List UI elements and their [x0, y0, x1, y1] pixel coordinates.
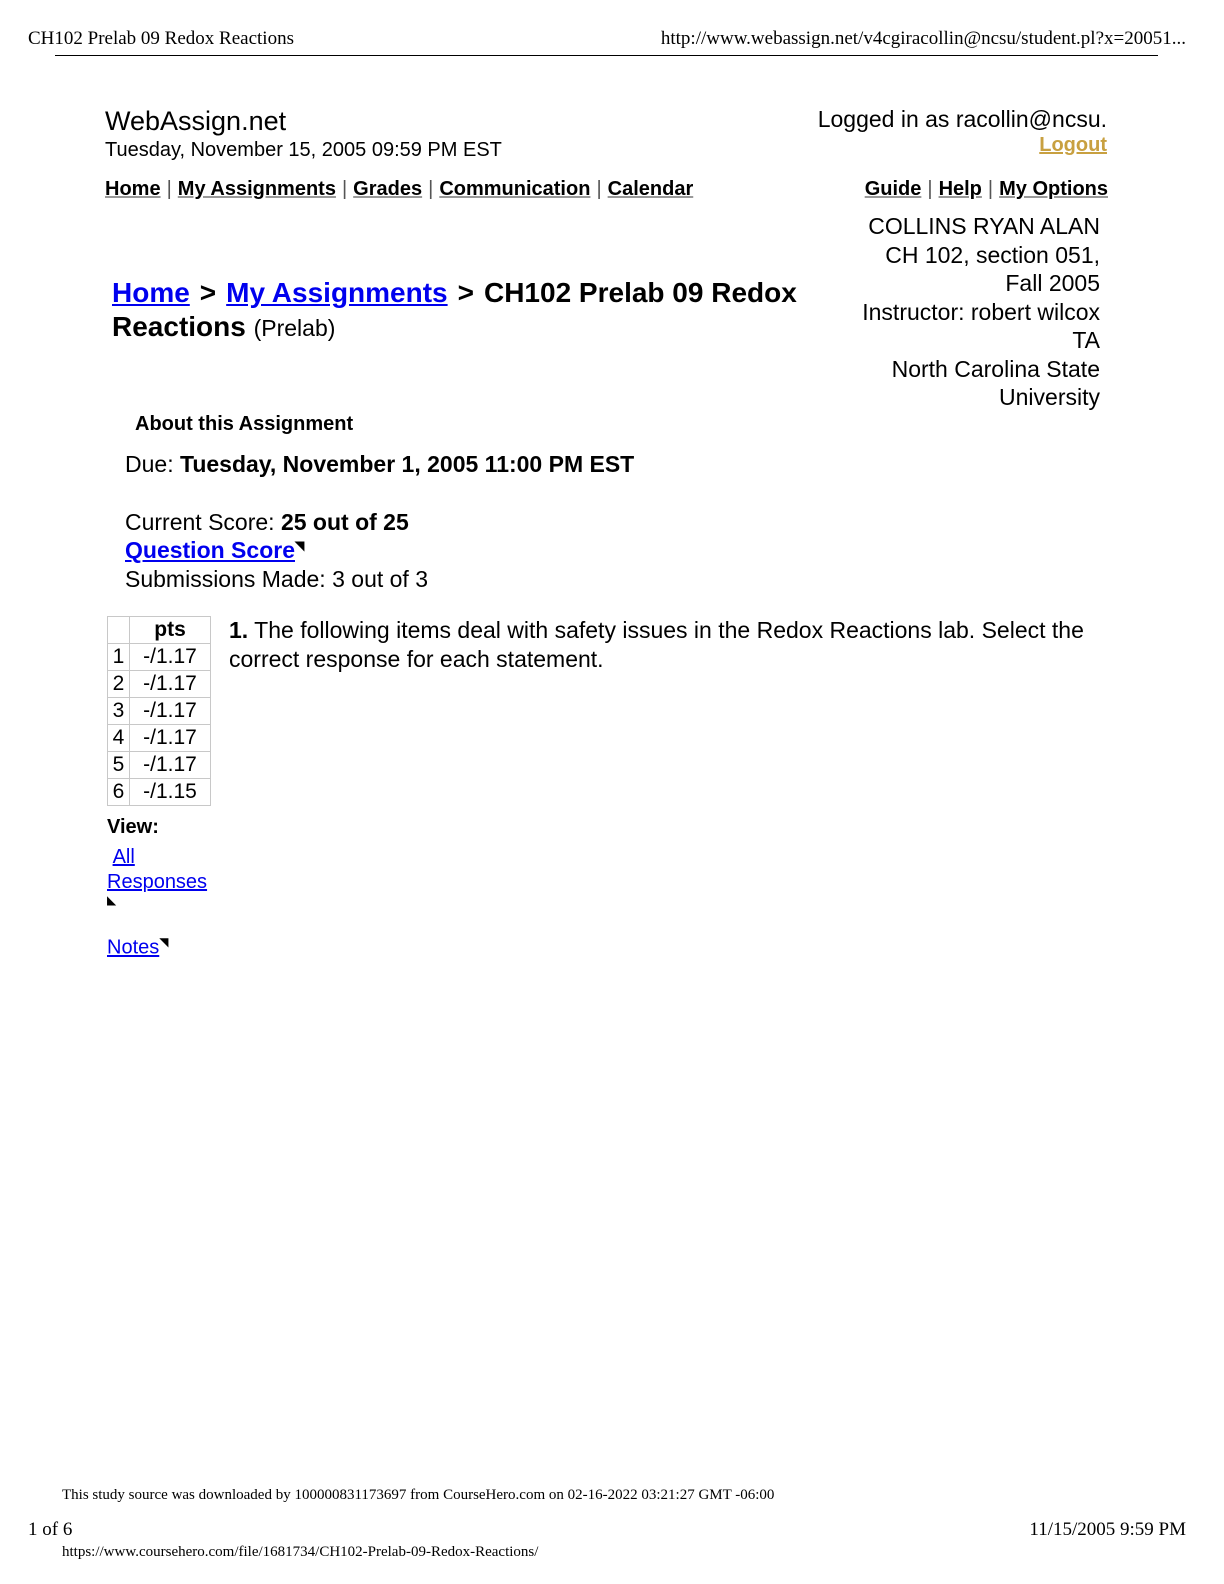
nav-separator: | [166, 178, 172, 200]
due-value: Tuesday, November 1, 2005 11:00 PM EST [179, 451, 635, 477]
question-points: -/1.17 [130, 752, 211, 779]
table-row [108, 725, 211, 752]
question-points: -/1.17 [130, 671, 211, 698]
footer-url: https://www.coursehero.com/file/1681734/CH102-Prelab-09-Redox-Reactions/ [62, 1544, 539, 1560]
course-ta: TA [1072, 327, 1100, 353]
breadcrumb-home[interactable]: Home [112, 277, 190, 308]
question-number: 2 [108, 671, 130, 698]
footer-source-notice: This study source was downloaded by 100000831173697 from CourseHero.com on 02-16-2022 03:21:27 GMT -06:00 [62, 1487, 775, 1503]
question-number: 6 [108, 779, 130, 806]
nav-separator: | [927, 178, 933, 200]
breadcrumb-separator: > [199, 277, 217, 308]
popup-arrow-icon: ◥ [294, 538, 305, 553]
course-term: Fall 2005 [1005, 270, 1100, 296]
main-nav [105, 178, 693, 201]
course-info [800, 212, 1100, 412]
question-points: -/1.17 [130, 698, 211, 725]
nav-separator: | [428, 178, 434, 200]
site-datetime: Tuesday, November 15, 2005 09:59 PM EST [105, 139, 502, 161]
nav-calendar[interactable]: Calendar [607, 178, 694, 200]
table-row [108, 752, 211, 779]
nav-separator: | [596, 178, 602, 200]
assignment-kind: (Prelab) [253, 315, 336, 341]
course-instructor: Instructor: robert wilcox [862, 298, 1100, 325]
due-date [125, 451, 634, 478]
question-points: -/1.15 [130, 779, 211, 806]
footer-datetime: 11/15/2005 9:59 PM [1029, 1519, 1186, 1540]
header-divider [55, 55, 1158, 56]
nav-separator: | [987, 178, 994, 200]
about-heading: About this Assignment [135, 413, 354, 435]
question-text: The following items deal with safety issues in the Redox Reactions lab. Select the correct response for each statement. [229, 617, 1084, 672]
table-row [108, 644, 211, 671]
site-name: WebAssign.net [105, 106, 287, 136]
nav-help[interactable]: Help [938, 178, 982, 200]
question-number: 4 [108, 725, 130, 752]
school-name-line2: University [999, 384, 1100, 410]
question-points: -/1.17 [130, 644, 211, 671]
question-score [125, 537, 304, 564]
table-row [108, 671, 211, 698]
view-label: View: [107, 816, 159, 838]
table-row [108, 779, 211, 806]
footer-page-number: 1 of 6 [28, 1519, 73, 1540]
breadcrumb-my-assignments[interactable]: My Assignments [226, 277, 448, 308]
nav-separator: | [341, 178, 348, 200]
popup-arrow-icon: ◥ [159, 935, 169, 949]
question-number: 5 [108, 752, 130, 779]
question-1 [229, 616, 1109, 674]
responses-link[interactable]: Responses [107, 871, 208, 893]
question-points: -/1.17 [130, 725, 211, 752]
submissions-made: Submissions Made: 3 out of 3 [125, 566, 428, 592]
breadcrumb-separator: > [457, 277, 474, 308]
nav-my-assignments[interactable]: My Assignments [177, 178, 336, 200]
score-label: Current Score: [125, 509, 275, 535]
notes [107, 935, 168, 960]
breadcrumb [112, 276, 832, 345]
question-number-label: 1. [229, 617, 249, 643]
notes-link[interactable]: Notes [107, 936, 160, 959]
print-header-url: http://www.webassign.net/v4cgiracollin@ncsu/student.pl?x=20051... [660, 28, 1186, 49]
question-score-link[interactable]: Question Score [125, 537, 295, 563]
question-number: 1 [108, 644, 130, 671]
popup-arrow-icon: ◣ [107, 893, 117, 907]
course-section: CH 102, section 051, [885, 241, 1100, 268]
school-name-line1: North Carolina State [891, 355, 1100, 382]
all-responses-link[interactable]: All [112, 846, 135, 868]
student-name: COLLINS RYAN ALAN [868, 213, 1100, 239]
secondary-nav [865, 178, 1108, 201]
table-corner-cell [108, 617, 130, 644]
nav-home[interactable]: Home [105, 178, 161, 200]
print-header-title: CH102 Prelab 09 Redox Reactions [28, 28, 294, 49]
nav-guide[interactable]: Guide [864, 178, 922, 200]
due-label: Due: [125, 451, 174, 477]
logout-link[interactable]: Logout [1039, 134, 1107, 156]
table-row [108, 698, 211, 725]
nav-grades[interactable]: Grades [353, 178, 423, 200]
points-table [107, 616, 211, 806]
logged-in-text: Logged in as racollin@ncsu. [817, 106, 1107, 132]
score-value: 25 out of 25 [280, 509, 409, 535]
question-number: 3 [108, 698, 130, 725]
current-score [125, 509, 409, 536]
all-responses [107, 845, 207, 905]
pts-header: pts [130, 617, 211, 644]
table-header-row [108, 617, 211, 644]
nav-communication[interactable]: Communication [439, 178, 591, 200]
page-title: CH102 Prelab 09 Redox Reactions [112, 277, 797, 342]
nav-my-options[interactable]: My Options [999, 178, 1108, 200]
